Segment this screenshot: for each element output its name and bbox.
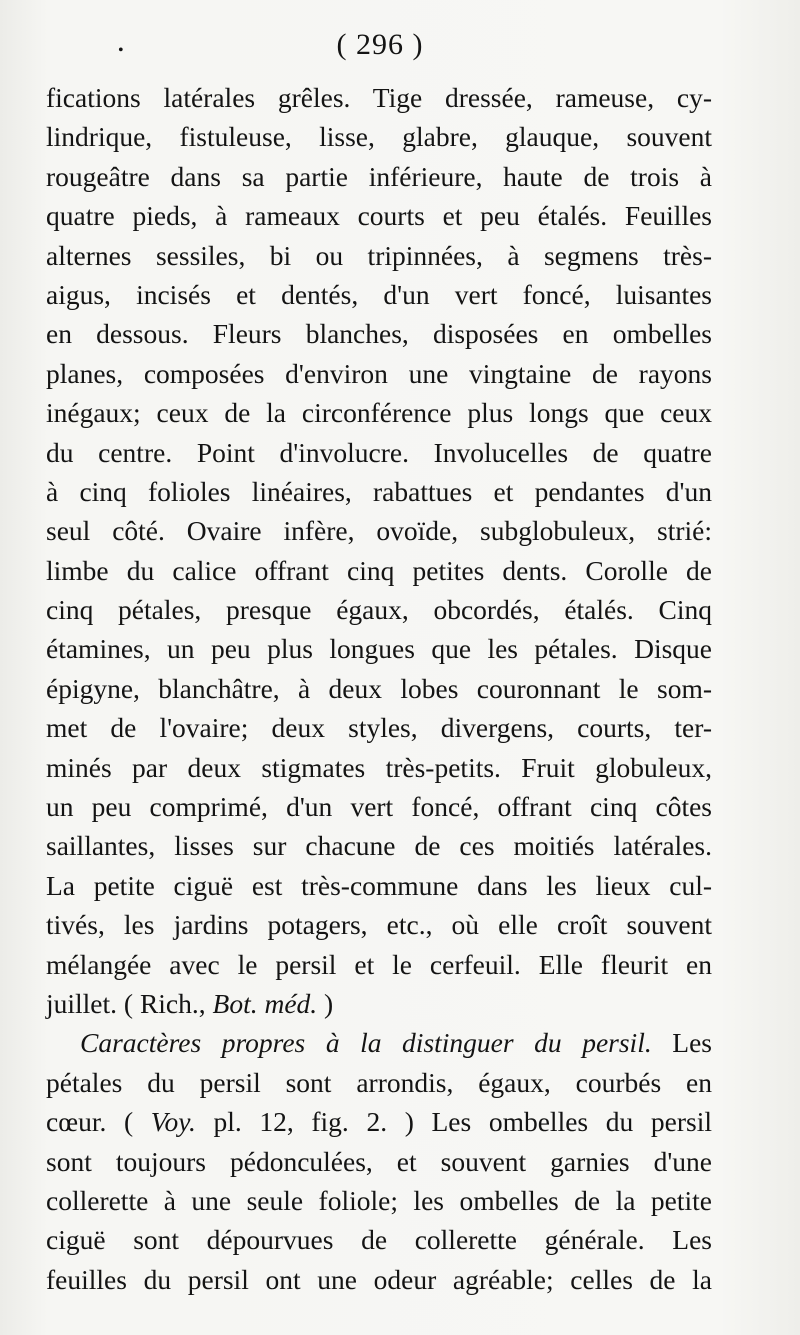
text-line: alternes sessiles, bi ou tripinnées, à segmens très- <box>46 239 712 271</box>
reference-line <box>46 1102 712 1141</box>
heading-continuation: Les <box>651 1027 712 1059</box>
text-line: minés par deux stigmates très-petits. Fruit globuleux, <box>46 751 712 783</box>
text-line: en dessous. Fleurs blanches, disposées en ombelles <box>46 318 712 350</box>
section-heading: Caractères propres à la distinguer du persil. <box>80 1027 652 1059</box>
text-line: étamines, un peu plus longues que les pétales. Disque <box>46 633 712 665</box>
section-heading-line <box>46 1023 712 1062</box>
text-line: collerette à une seule foliole; les ombelles de la petite <box>46 1184 712 1216</box>
reference-suffix: pl. 12, fig. 2. ) Les ombelles du persil <box>195 1106 712 1138</box>
text-line: seul côté. Ovaire infère, ovoïde, subglobuleux, strié: <box>46 515 712 547</box>
text-line: un peu comprimé, d'un vert foncé, offrant cinq côtes <box>46 791 712 823</box>
text-line: cinq pétales, presque égaux, obcordés, étalés. Cinq <box>46 594 712 626</box>
text-line: limbe du calice offrant cinq petites dents. Corolle de <box>46 554 712 586</box>
text-line: lindrique, fistuleuse, lisse, glabre, glauque, souvent <box>46 121 712 153</box>
page-dot: • <box>118 42 124 59</box>
text-line: épigyne, blanchâtre, à deux lobes couronnant le som- <box>46 672 712 704</box>
text-line: pétales du persil sont arrondis, égaux, courbés en <box>46 1066 712 1098</box>
reference-abbrev: Voy. <box>150 1106 196 1138</box>
citation-suffix: ) <box>317 987 334 1019</box>
text-line: La petite ciguë est très-commune dans les lieux cul- <box>46 869 712 901</box>
citation-prefix: juillet. ( Rich., <box>46 987 213 1019</box>
text-line: ciguë sont dépourvues de collerette générale. Les <box>46 1224 712 1256</box>
text-line: feuilles du persil ont une odeur agréable; celles de la <box>46 1263 712 1295</box>
text-line: saillantes, lisses sur chacune de ces moitiés latérales. <box>46 830 712 862</box>
text-line: tivés, les jardins potagers, etc., où elle croît souvent <box>46 909 712 941</box>
reference-prefix: cœur. ( <box>46 1106 151 1138</box>
text-line: quatre pieds, à rameaux courts et peu étalés. Feuilles <box>46 200 712 232</box>
text-line: du centre. Point d'involucre. Involucelles de quatre <box>46 436 712 468</box>
text-line: mélangée avec le persil et le cerfeuil. Elle fleurit en <box>46 948 712 980</box>
text-line: planes, composées d'environ une vingtaine de rayons <box>46 357 712 389</box>
text-line: aigus, incisés et dentés, d'un vert foncé, luisantes <box>46 278 712 310</box>
text-line: inégaux; ceux de la circonférence plus longs que ceux <box>46 397 712 429</box>
text-line: sont toujours pédonculées, et souvent garnies d'une <box>46 1145 712 1177</box>
citation-work: Bot. méd. <box>212 987 318 1019</box>
text-line: met de l'ovaire; deux styles, divergens, courts, ter- <box>46 712 712 744</box>
text-line: à cinq folioles linéaires, rabattues et pendantes d'un <box>46 475 712 507</box>
text-line: rougeâtre dans sa partie inférieure, haute de trois à <box>46 160 712 192</box>
text-line: fications latérales grêles. Tige dressée, rameuse, cy- <box>46 82 712 113</box>
citation-line <box>46 984 712 1023</box>
page-number: ( 296 ) <box>336 28 424 61</box>
body-text <box>46 78 712 1299</box>
